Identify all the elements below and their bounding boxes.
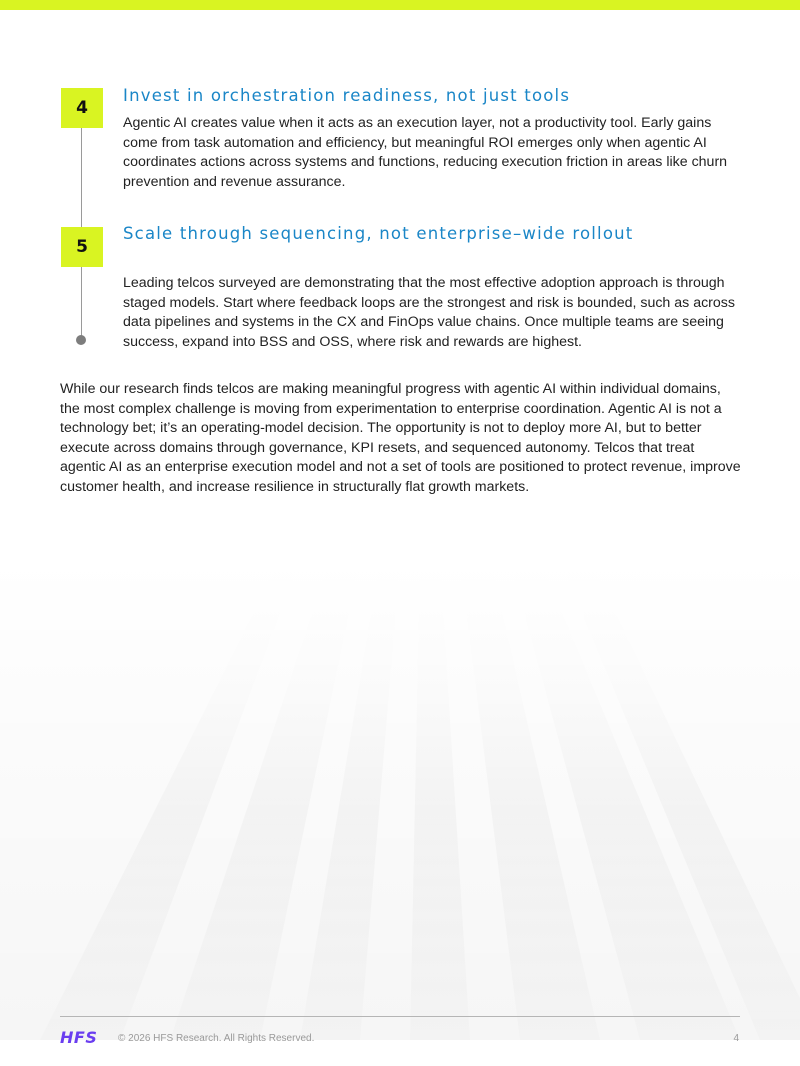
step-title: Scale through sequencing, not enterprise–wide rollout bbox=[123, 224, 634, 243]
step-number-badge: 4 bbox=[61, 88, 103, 128]
timeline-end-dot bbox=[76, 335, 86, 345]
top-accent-bar bbox=[0, 0, 800, 10]
hfs-logo-text: HFS bbox=[60, 1029, 98, 1045]
conclusion-paragraph: While our research finds telcos are making meaningful progress with agentic AI within individual domains, the most complex challenge is moving from experimentation to enterprise coordination. Agentic AI is not a technology bet; it’s an operating-model decision. The opportunity is not to deploy more AI, but to better execute across domains through governance, KPI resets, and sequenced autonomy. Telcos that treat agentic AI as an enterprise execution model and not a set of tools are positioned to protect revenue, improve customer health, and increase resilience in structurally flat growth markets. bbox=[60, 381, 741, 495]
footer-copyright: © 2026 HFS Research. All Rights Reserved. bbox=[118, 1033, 315, 1044]
step-title: Invest in orchestration readiness, not just tools bbox=[123, 86, 571, 105]
step-body: Leading telcos surveyed are demonstrating that the most effective adoption approach is through staged models. Start where feedback loops are the strongest and risk is bounded, such as across data pipelines and systems in the CX and FinOps value chains. Once multiple teams are seeing success, expand into BSS and OSS, where risk and rewards are highest. bbox=[123, 275, 735, 350]
step-number-badge: 5 bbox=[61, 227, 103, 267]
footer-divider bbox=[60, 1016, 740, 1017]
page-number: 4 bbox=[733, 1033, 739, 1044]
background-texture bbox=[0, 560, 800, 1040]
hfs-logo bbox=[60, 1029, 112, 1050]
step-body: Agentic AI creates value when it acts as an execution layer, not a productivity tool. Early gains come from task automation and efficiency, but meaningful ROI emerges only when agentic AI coordinates actions across systems and functions, reducing execution friction in areas like churn prevention and revenue assurance. bbox=[123, 115, 728, 190]
